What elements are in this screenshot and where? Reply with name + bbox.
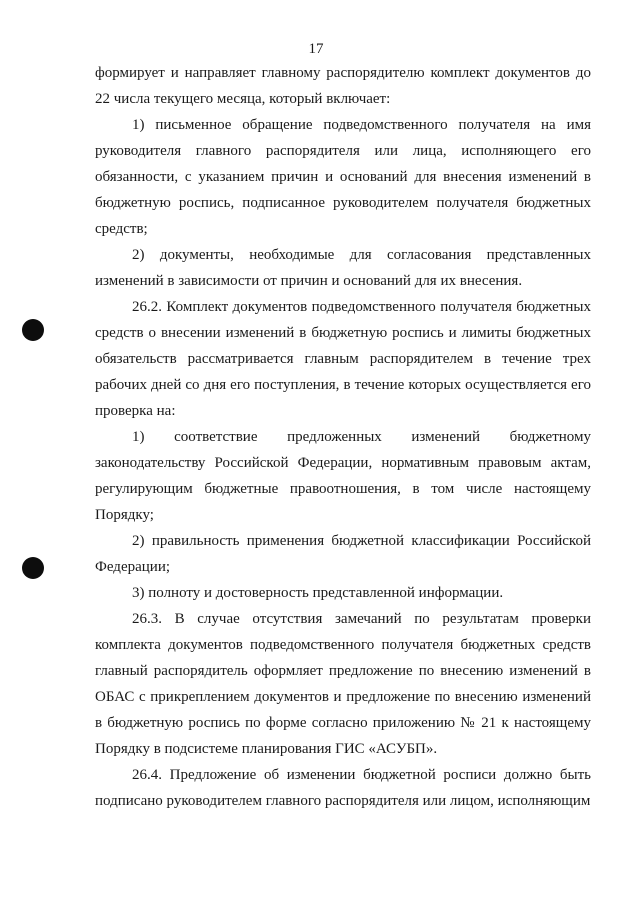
- page-number: 17: [308, 41, 324, 57]
- list-item-1-appeal: 1) письменное обращение подведомственного получателя на имя руководителя главного распорядителя или лица, исполняющего его обязанности, с указанием причин и оснований для внесения изменений в бюджетную роспись, подписанное руководителем получателя бюджетных средств;: [95, 117, 591, 237]
- check-item-1-compliance: 1) соответствие предложенных изменений бюджетному законодательству Российской Федерации, нормативным правовым актам, регулирующим бюджетные правоотношения, в том числе настоящему Порядку;: [95, 429, 591, 523]
- paragraph-continuation: формирует и направляет главному распорядителю комплект документов до 22 числа текущего месяца, который включает:: [95, 65, 591, 107]
- paragraph-26-3: 26.3. В случае отсутствия замечаний по результатам проверки комплекта документов подведомственного получателя бюджетных средств главный распорядитель оформляет предложение по внесению изменений в ОБАС с прикреплением документов и предложение по внесению изменений в бюджетную роспись по форме согласно приложению № 21 к настоящему Порядку в подсистеме планирования ГИС «АСУБП».: [95, 611, 591, 757]
- check-item-3-completeness: 3) полноту и достоверность представленной информации.: [132, 585, 504, 601]
- list-item-2-documents: 2) документы, необходимые для согласования представленных изменений в зависимости от причин и оснований для их внесения.: [95, 247, 591, 289]
- paragraph-26-4: 26.4. Предложение об изменении бюджетной росписи должно быть подписано руководителем главного распорядителя или лицом, исполняющим: [95, 767, 591, 809]
- binder-hole-top: [22, 319, 44, 341]
- document-body: [95, 60, 591, 814]
- check-item-2-classification: 2) правильность применения бюджетной классификации Российской Федерации;: [95, 533, 591, 575]
- paragraph-26-2: 26.2. Комплект документов подведомственного получателя бюджетных средств о внесении изменений в бюджетную роспись и лимиты бюджетных обязательств рассматривается главным распорядителем в течение трех рабочих дней со дня его поступления, в течение которых осуществляется его проверка на:: [95, 299, 591, 419]
- binder-hole-bottom: [22, 557, 44, 579]
